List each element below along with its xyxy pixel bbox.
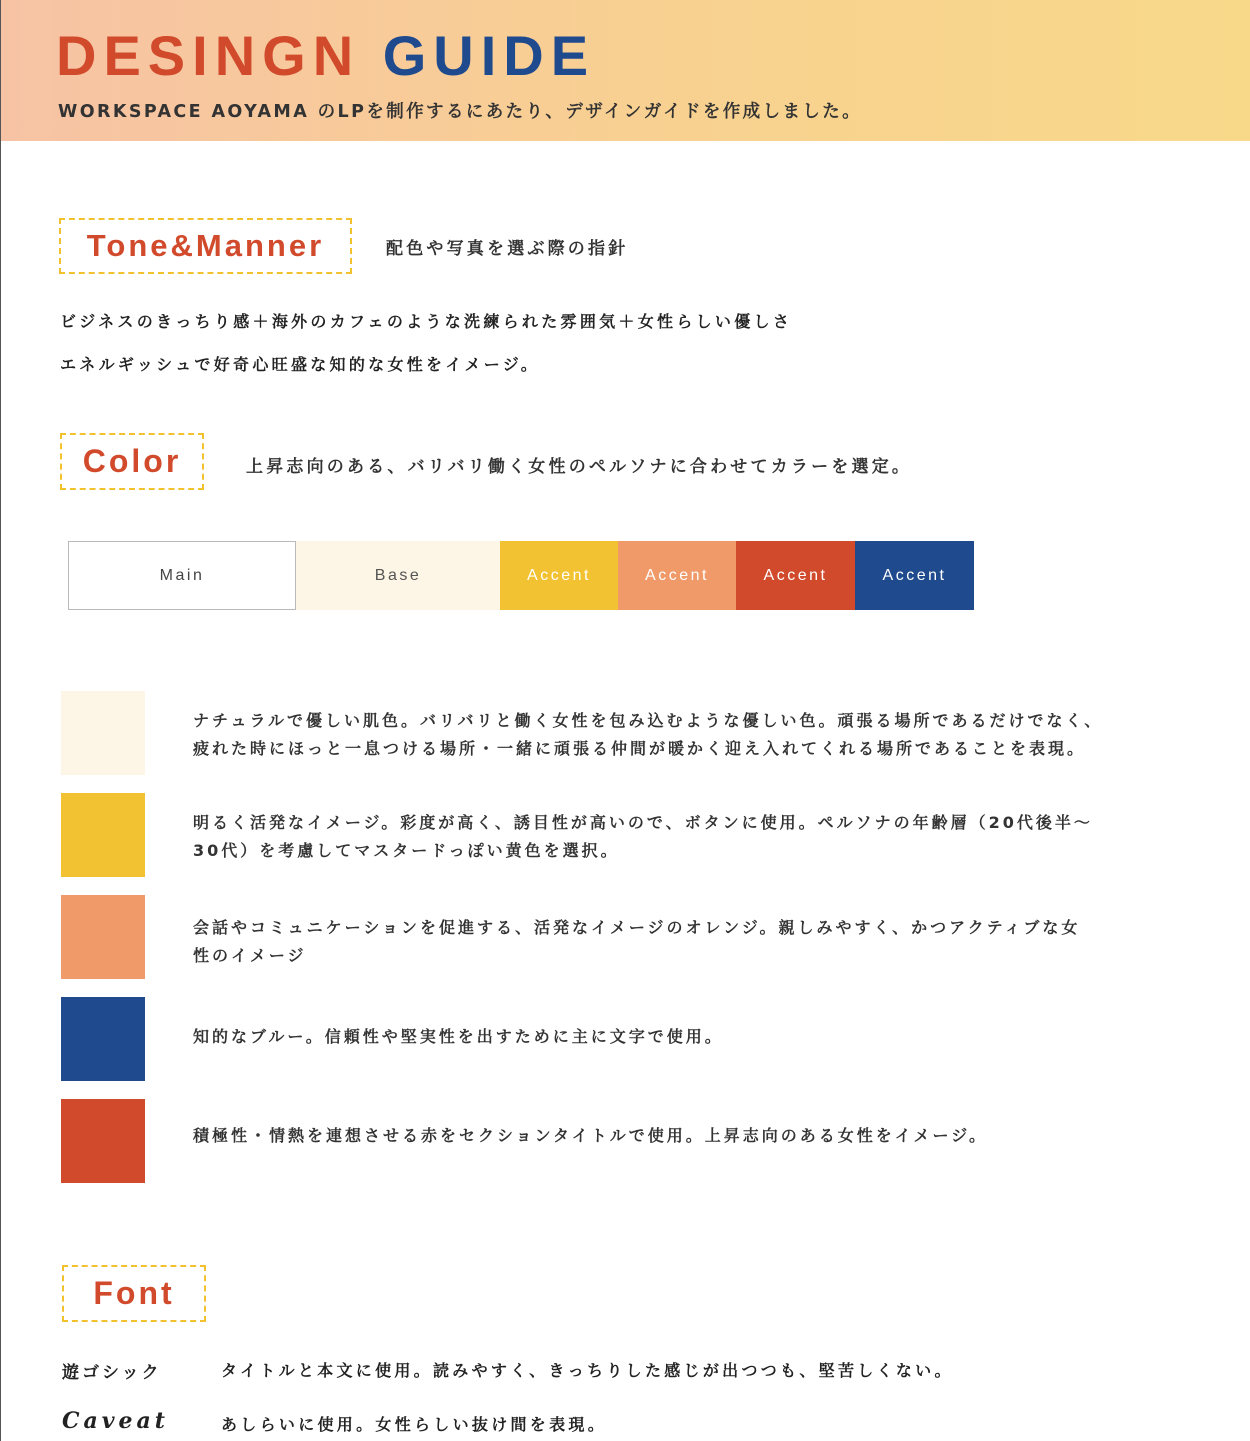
palette-chip-main xyxy=(68,541,296,610)
title-part-1: DESINGN xyxy=(56,24,361,87)
section-desc-tone-manner: 配色や写真を選ぶ際の指針 xyxy=(386,239,629,259)
swatch-base-desc-line-1: ナチュラルで優しい肌色。バリバリと働く女性を包み込むような優しい色。頑張る場所であるだけでなく、 xyxy=(193,711,1104,730)
palette-chip-accent-red xyxy=(736,541,855,610)
swatch-base-desc xyxy=(193,707,1193,763)
palette-chip-accent-yellow-label: Accent xyxy=(527,566,591,584)
palette-chip-base-label: Base xyxy=(374,566,422,584)
section-label-font xyxy=(62,1265,206,1322)
font-desc-yu-gothic: タイトルと本文に使用。読みやすく、きっちりした感じが出つつも、堅苦しくない。 xyxy=(221,1361,954,1380)
swatch-orange-desc-line-2: 性のイメージ xyxy=(193,946,307,965)
swatch-orange-desc xyxy=(193,914,1193,970)
swatch-red-desc-line-1: 積極性・情熱を連想させる赤をセクションタイトルで使用。上昇志向のある女性をイメージ。 xyxy=(193,1126,988,1145)
swatch-yellow-desc xyxy=(193,809,1193,865)
palette-chip-accent-blue xyxy=(855,541,974,610)
font-desc-caveat: あしらいに使用。女性らしい抜け間を表現。 xyxy=(221,1415,608,1434)
swatch-yellow-desc-line-2: 30代）を考慮してマスタードっぽい黄色を選択。 xyxy=(193,841,620,860)
section-label-color xyxy=(60,433,204,490)
section-desc-color: 上昇志向のある、バリバリ働く女性のペルソナに合わせてカラーを選定。 xyxy=(246,457,913,477)
page-title xyxy=(56,24,595,88)
swatch-blue xyxy=(61,997,145,1081)
swatch-base xyxy=(61,691,145,775)
color-palette xyxy=(68,541,974,610)
section-label-font-text: Font xyxy=(93,1275,175,1311)
swatch-base-desc-line-2: 疲れた時にほっと一息つける場所・一緒に頑張る仲間が暖かく迎え入れてくれる場所であることを表現。 xyxy=(193,739,1087,758)
palette-chip-accent-red-label: Accent xyxy=(763,566,828,584)
swatch-yellow xyxy=(61,793,145,877)
font-name-yu-gothic: 遊ゴシック xyxy=(62,1363,162,1383)
swatch-red-desc xyxy=(193,1122,1193,1150)
palette-chip-main-label: Main xyxy=(159,566,205,584)
title-part-2: GUIDE xyxy=(382,24,596,87)
palette-chip-accent-blue-label: Accent xyxy=(882,566,947,584)
swatch-blue-desc-line-1: 知的なブルー。信頼性や堅実性を出すために主に文字で使用。 xyxy=(193,1027,724,1046)
swatch-orange xyxy=(61,895,145,979)
palette-chip-accent-yellow xyxy=(500,541,618,610)
palette-chip-accent-orange xyxy=(618,541,736,610)
tone-line-2: エネルギッシュで好奇心旺盛な知的な女性をイメージ。 xyxy=(60,355,541,374)
palette-chip-base xyxy=(296,541,500,610)
section-label-tone-manner xyxy=(59,218,352,274)
section-label-tone-manner-text: Tone&Manner xyxy=(86,228,325,263)
section-label-color-text: Color xyxy=(82,443,182,479)
swatch-orange-desc-line-1: 会話やコミュニケーションを促進する、活発なイメージのオレンジ。親しみやすく、かつアクティブな女 xyxy=(193,918,1081,937)
palette-chip-accent-orange-label: Accent xyxy=(645,566,709,584)
page-subtitle: WORKSPACE AOYAMA のLPを制作するにあたり、デザインガイドを作成しました。 xyxy=(58,102,863,122)
header-banner xyxy=(0,0,1250,141)
swatch-red xyxy=(61,1099,145,1183)
swatch-blue-desc xyxy=(193,1023,1193,1051)
font-name-caveat: Caveat xyxy=(62,1408,169,1434)
swatch-yellow-desc-line-1: 明るく活発なイメージ。彩度が高く、誘目性が高いので、ボタンに使用。ペルソナの年齢層（20代後半～ xyxy=(193,813,1093,832)
tone-line-1: ビジネスのきっちり感＋海外のカフェのような洗練られた雰囲気＋女性らしい優しさ xyxy=(60,312,793,331)
